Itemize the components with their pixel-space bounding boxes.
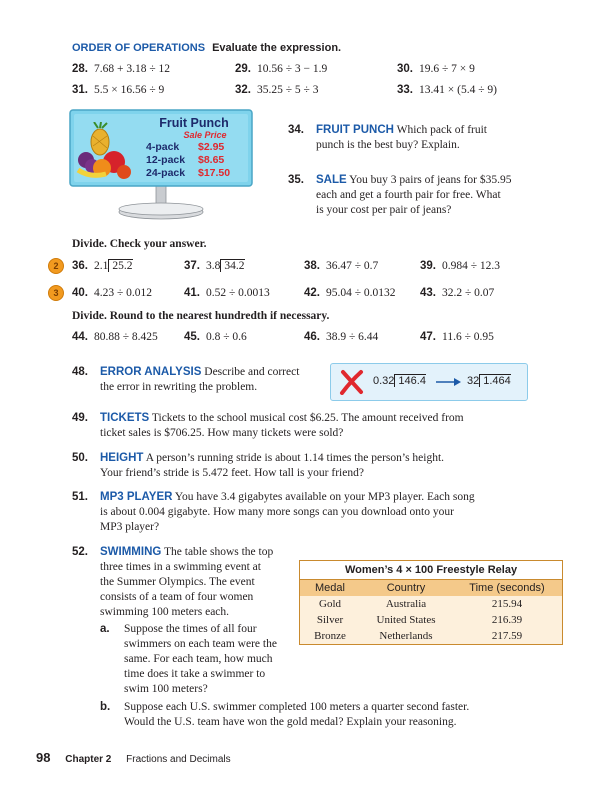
part-text-line-3: same. For each team, how much [124, 653, 273, 665]
page-number: 98 [36, 750, 51, 765]
dividend: 34.2 [220, 259, 244, 272]
problem-expression: 10.56 ÷ 3 − 1.9 [257, 63, 328, 75]
problem-number: 29. [235, 63, 251, 75]
problem-number: 40. [72, 287, 88, 299]
example-badge-3: 3 [48, 285, 64, 301]
table-cell: 216.39 [491, 614, 523, 626]
problem-40 [72, 287, 152, 299]
problem-text-line-3: is your cost per pair of jeans? [316, 204, 452, 216]
table-cell: 217.59 [491, 630, 523, 642]
part-text-line-2: swimmers on each team were the [124, 638, 277, 650]
problem-number: 49. [72, 412, 88, 424]
section-heading-order-of-operations [72, 42, 341, 54]
problem-39 [420, 260, 500, 272]
problem-number: 52. [72, 546, 88, 558]
problem-text-line-2: the error in rewriting the problem. [100, 381, 258, 393]
problem-text-line-3: MP3 player? [100, 521, 160, 533]
problem-text-line-2: each and get a fourth pair for free. What [316, 189, 501, 201]
problem-number: 43. [420, 287, 436, 299]
table-title: Women’s 4 × 100 Freestyle Relay [300, 561, 562, 580]
problem-text-line-2: ticket sales is $706.25. How many tickets were sold? [100, 427, 344, 439]
part-text-line-5: swim 100 meters? [124, 683, 208, 695]
problem-label: SALE [316, 174, 347, 186]
problem-30 [397, 63, 475, 75]
problem-50 [72, 451, 592, 483]
problem-number: 47. [420, 331, 436, 343]
red-x-icon [339, 369, 365, 395]
problem-46 [304, 331, 378, 343]
problem-number: 39. [420, 260, 436, 272]
problem-number: 50. [72, 452, 88, 464]
problem-text-line-1: The table shows the top [164, 546, 274, 558]
problem-expression: 5.5 × 16.56 ÷ 9 [94, 84, 165, 96]
sign-price: $17.50 [198, 167, 231, 179]
table-cell: United States [376, 614, 436, 626]
problem-text-line-4: consists of a team of four women [100, 591, 254, 603]
part-text-line-2: Would the U.S. team have won the gold medal? Explain your reasoning. [124, 716, 457, 728]
problem-42 [304, 287, 396, 299]
problem-text-line-1: Describe and correct [204, 366, 300, 378]
divisor: 3.8 [206, 260, 221, 272]
problem-number: 44. [72, 331, 88, 343]
problem-52a [100, 622, 300, 698]
problem-49 [72, 411, 592, 443]
sign-pack: 24-pack [146, 167, 186, 179]
chapter-title: Fractions and Decimals [126, 754, 231, 765]
problem-number: 37. [184, 260, 200, 272]
problem-28 [72, 63, 170, 75]
problem-text-line-1: You have 3.4 gigabytes available on your MP3 player. Each song [174, 491, 475, 503]
part-text-line-4: time does it take a swimmer to [124, 668, 266, 680]
problem-number: 30. [397, 63, 413, 75]
table-header-row [300, 580, 562, 596]
sign-title: Fruit Punch [159, 116, 229, 130]
problem-number: 41. [184, 287, 200, 299]
problem-text-line-2: Your friend’s stride is 5.472 feet. How tall is your friend? [100, 467, 364, 479]
problem-45 [184, 331, 247, 343]
problem-number: 48. [72, 366, 88, 378]
problem-label: MP3 PLAYER [100, 491, 173, 503]
problem-expression: 13.41 × (5.4 ÷ 9) [419, 84, 497, 96]
problem-text-line-5: swimming 100 meters each. [100, 606, 230, 618]
problem-text-line-2: is about 0.004 gigabyte. How many more songs can you download onto your [100, 506, 454, 518]
problem-33 [397, 84, 497, 96]
problem-32 [235, 84, 319, 96]
problem-number: 28. [72, 63, 88, 75]
problem-number: 42. [304, 287, 320, 299]
problem-41 [184, 287, 270, 299]
problem-52b [100, 700, 590, 732]
dividend: 1.464 [479, 374, 511, 387]
relay-table-grid [300, 580, 562, 644]
problem-expression: 80.88 ÷ 8.425 [94, 331, 158, 343]
problem-number: 38. [304, 260, 320, 272]
table-row [300, 612, 562, 628]
sign-pack: 12-pack [146, 154, 186, 166]
table-cell: Bronze [314, 630, 346, 642]
problem-38 [304, 260, 378, 272]
problem-text-line-3: the Summer Olympics. The event [100, 576, 255, 588]
problem-number: 36. [72, 260, 88, 272]
problem-expression: 7.68 + 3.18 ÷ 12 [94, 63, 171, 75]
problem-47 [420, 331, 494, 343]
fruit-pile-icon [76, 122, 136, 182]
problem-number: 32. [235, 84, 251, 96]
page-footer [36, 750, 231, 765]
divisor: 0.32 [373, 375, 395, 387]
problem-text-line-2: punch is the best buy? Explain. [316, 139, 460, 151]
problem-expression: 0.8 ÷ 0.6 [206, 331, 247, 343]
problem-expression: 35.25 ÷ 5 ÷ 3 [257, 84, 319, 96]
section-instruction-divide-check: Divide. Check your answer. [72, 238, 207, 250]
problem-expression: 32.2 ÷ 0.07 [442, 287, 495, 299]
arrow-right-icon [436, 377, 462, 387]
problem-label: FRUIT PUNCH [316, 124, 394, 136]
problem-37 [184, 260, 245, 272]
relay-table [299, 560, 563, 645]
example-badge-2: 2 [48, 258, 64, 274]
problem-52 [72, 545, 292, 625]
problem-label: HEIGHT [100, 452, 144, 464]
dividend: 25.2 [108, 259, 132, 272]
problem-expression: 19.6 ÷ 7 × 9 [419, 63, 475, 75]
problem-number: 46. [304, 331, 320, 343]
table-header: Country [386, 582, 426, 594]
problem-31 [72, 84, 164, 96]
problem-expression: 0.984 ÷ 12.3 [442, 260, 501, 272]
problem-48 [72, 365, 332, 397]
part-text-line-1: Suppose the times of all four [124, 623, 257, 635]
table-row [300, 628, 562, 644]
section-instruction: Evaluate the expression. [212, 42, 342, 54]
problem-text-line-1: A person’s running stride is about 1.14 times the person’s height. [145, 452, 445, 464]
fruit-punch-sign [66, 108, 266, 223]
table-cell: Silver [316, 614, 344, 626]
problem-number: 34. [288, 124, 304, 136]
problem-number: 45. [184, 331, 200, 343]
table-header: Medal [315, 582, 345, 594]
problem-44 [72, 331, 158, 343]
table-cell: 215.94 [491, 598, 523, 610]
part-letter: b. [100, 701, 111, 713]
problem-text-line-1: Which pack of fruit [396, 124, 487, 136]
chapter-label: Chapter 2 [65, 754, 112, 765]
table-header: Time (seconds) [469, 582, 545, 594]
dividend: 146.4 [394, 374, 426, 387]
table-cell: Netherlands [379, 630, 433, 642]
sign-subtitle: Sale Price [183, 130, 227, 140]
problem-34 [288, 123, 588, 155]
problem-number: 33. [397, 84, 413, 96]
problem-expression: 0.52 ÷ 0.0013 [206, 287, 270, 299]
problem-51 [72, 490, 592, 538]
sign-price: $2.95 [198, 141, 225, 153]
rewritten-problem [467, 375, 511, 387]
problem-label: SWIMMING [100, 546, 162, 558]
problem-text-line-1: You buy 3 pairs of jeans for $35.95 [349, 174, 512, 186]
sign-row-24-pack [146, 167, 230, 179]
problem-label: TICKETS [100, 412, 150, 424]
problem-number: 31. [72, 84, 88, 96]
problem-number: 35. [288, 174, 304, 186]
divisor: 32 [467, 375, 480, 387]
problem-43 [420, 287, 494, 299]
table-cell: Gold [319, 598, 341, 610]
problem-text-line-2: three times in a swimming event at [100, 561, 261, 573]
table-row [300, 596, 562, 612]
problem-expression: 11.6 ÷ 0.95 [442, 331, 494, 343]
problem-36 [72, 260, 133, 272]
problem-number: 51. [72, 491, 88, 503]
problem-label: ERROR ANALYSIS [100, 366, 202, 378]
section-label: ORDER OF OPERATIONS [72, 42, 206, 54]
problem-expression: 36.47 ÷ 0.7 [326, 260, 379, 272]
part-text-line-1: Suppose each U.S. swimmer completed 100 meters a quarter second faster. [124, 701, 470, 713]
sign-price: $8.65 [198, 154, 225, 166]
part-letter: a. [100, 623, 110, 635]
sign-pack: 4-pack [146, 141, 180, 153]
error-analysis-box [330, 363, 528, 401]
sign-row-12-pack [146, 154, 224, 166]
divisor: 2.1 [94, 260, 109, 272]
problem-text-line-1: Tickets to the school musical cost $6.25. The amount received from [151, 412, 464, 424]
problem-expression: 4.23 ÷ 0.012 [94, 287, 153, 299]
problem-35 [288, 173, 588, 221]
incorrect-rewrite [373, 375, 426, 387]
problem-expression: 38.9 ÷ 6.44 [326, 331, 379, 343]
table-cell: Australia [385, 598, 427, 610]
section-instruction-divide-round: Divide. Round to the nearest hundredth if necessary. [72, 310, 330, 322]
sign-row-4-pack [146, 141, 224, 153]
problem-29 [235, 63, 327, 75]
problem-expression: 95.04 ÷ 0.0132 [326, 287, 396, 299]
